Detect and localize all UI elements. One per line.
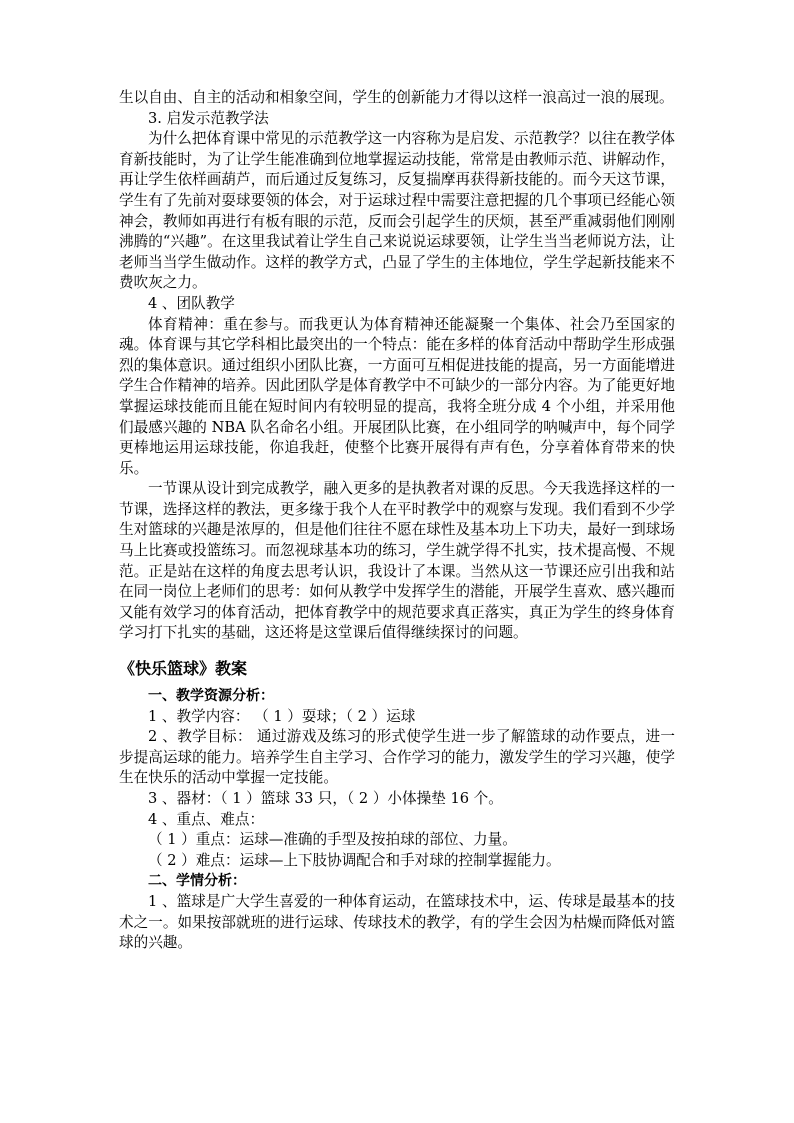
section-heading-resources: 一、教学资源分析： bbox=[148, 688, 274, 705]
subheading-demonstration-teaching: 3. 启发示范教学法 bbox=[148, 109, 269, 127]
subheading-team-teaching: 4 、团队教学 bbox=[148, 294, 235, 312]
list-item: 4 、重点、难点： bbox=[148, 810, 265, 828]
paragraph-team-spirit: 体育精神：重在参与。而我更认为体育精神还能凝聚一个集体、社会乃至国家的魂。体育课与其它学科相比最突出的一个特点：能在多样的体育活动中帮助学生形成强烈的集体意识。通过组织小团队比赛，一方面可互相促进技能的提高，另一方面能增进学生合作精神的培养。因此团队学是体育教学中不可缺少的一部分内容。为了能更好地掌握运球技能而且能在短时间内有较明显的提高，我将全班分成 4 个小组，并采用他们最感兴趣的 NBA 队名命名小组。开展团队比赛，在小组同学的呐喊声中，每个同学更棒地运用运球技能，你追我赶，使整个比赛开展得有声有色，分享着体育带来的快乐。 bbox=[119, 315, 675, 477]
lesson-plan-title: 《快乐篮球》教案 bbox=[119, 659, 248, 679]
list-subitem: （ 1 ）重点：运球—准确的手型及按拍球的部位、力量。 bbox=[148, 831, 517, 849]
document-body bbox=[119, 88, 675, 954]
list-item: 1 、教学内容： （ 1 ）耍球；（ 2 ）运球 bbox=[148, 707, 416, 725]
list-item: 2 、教学目标： 通过游戏及练习的形式使学生进一步了解篮球的动作要点，进一步提高运球的能力。培养学生自主学习、合作学习的能力，激发学生的学习兴趣，使学生在快乐的活动中掌握一定技能。 bbox=[119, 728, 675, 787]
paragraph-continuation: 生以自由、自主的活动和相象空间，学生的创新能力才得以这样一浪高过一浪的展现。 bbox=[119, 89, 674, 106]
paragraph-reflection: 一节课从设计到完成教学，融入更多的是执教者对课的反思。今天我选择这样的一节课，选择这样的教法，更多缘于我个人在平时教学中的观察与发现。我们看到不少学生对篮球的兴趣是浓厚的，但是他们往往不愿在球性及基本功上下功夫，最好一到球场马上比赛或投篮练习。而忽视球基本功的练习，学生就学得不扎实，技术提高慢、不规范。正是站在这样的角度去思考认识，我设计了本课。当然从这一节课还应引出我和站在同一岗位上老师们的思考：如何从教学中发挥学生的潜能，开展学生喜欢、感兴趣而又能有效学习的体育活动，把体育教学中的规范要求真正落实，真正为学生的终身体育学习打下扎实的基础，这还将是这堂课后值得继续探讨的问题。 bbox=[119, 480, 675, 642]
list-item: 1 、篮球是广大学生喜爱的一种体育运动，在篮球技术中，运、传球是最基本的技术之一。如果按部就班的进行运球、传球技术的教学，有的学生会因为枯燥而降低对篮球的兴趣。 bbox=[119, 892, 675, 952]
list-item: 3 、器材：（ 1 ）篮球 33 只，（ 2 ）小体操垫 16 个。 bbox=[148, 790, 503, 807]
paragraph-demonstration: 为什么把体育课中常见的示范教学这一内容称为是启发、示范教学？以往在教学体育新技能时，为了让学生能准确到位地掌握运动技能，常常是由教师示范、讲解动作，再让学生依样画葫芦，而后通过反复练习，反复揣摩再获得新技能的。而今天这节课，学生有了先前对耍球要领的体会，对于运球过程中需要注意把握的几个事项已经能心领神会，教师如再进行有板有眼的示范，反而会引起学生的厌烦，甚至严重减弱他们刚刚沸腾的“兴趣”。在这里我试着让学生自己来说说运球要领，让学生当当老师说方法，让老师当当学生做动作。这样的教学方式，凸显了学生的主体地位，学生学起新技能来不费吹灰之力。 bbox=[119, 130, 675, 292]
list-subitem: （ 2 ）难点：运球—上下肢协调配合和手对球的控制掌握能力。 bbox=[148, 851, 561, 869]
section-heading-learner-analysis: 二、学情分析： bbox=[148, 873, 246, 890]
